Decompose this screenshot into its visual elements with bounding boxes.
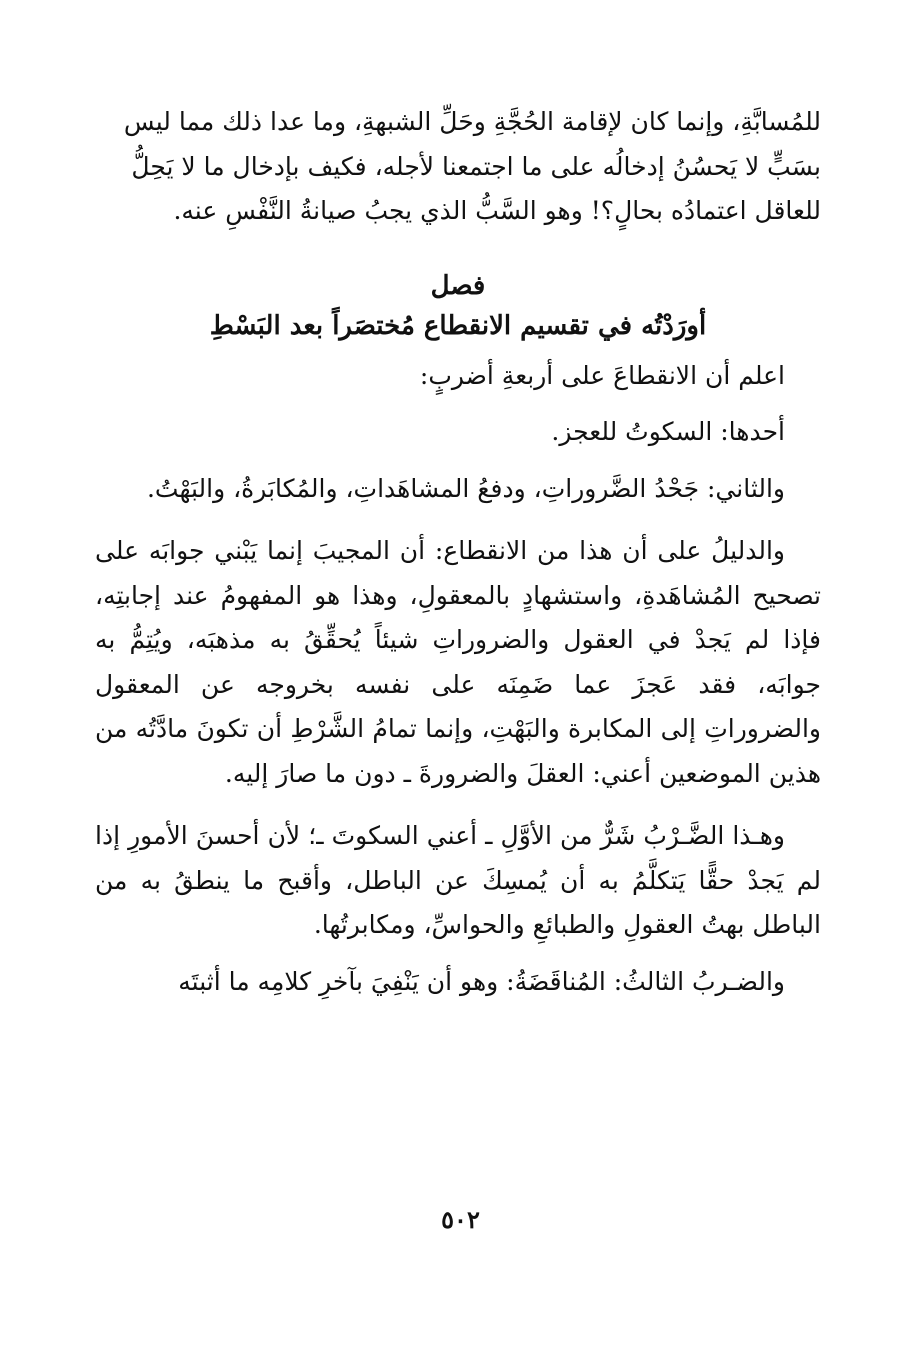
- paragraph-third-type: والضـربُ الثالثُ: المُناقَضَةُ: وهو أن يَنْفِيَ بآخرِ كلامِه ما أثبتَه: [178, 966, 785, 996]
- section-title: أورَدْتُه في تقسيم الانقطاع مُختصَراً بعد البَسْطِ: [209, 310, 707, 341]
- paragraph-four-types: اعلم أن الانقطاعَ على أربعةِ أضربٍ:: [419, 360, 785, 390]
- paragraph-evidence: والدليلُ على أن هذا من الانقطاع: أن المجيبَ إنما يَبْني جوابَه على تصحيح المُشاهَدةِ، واستشهادٍ بالمعقولِ، وهذا هو المفهومُ عند إجابتِه، فإذا لم يَجدْ في العقول والضروراتِ شيئاً يُحقِّقُ به مذهبَه، ويُتِمُّ به جوابَه، فقد عَجزَ عما ضَمِنَه على نفسه بخروجه عن المعقول والضروراتِ إلى المكابرة والبَهْتِ، وإنما تمامُ الشَّرْطِ أن تكونَ مادَّتُه من هذين الموضعين أعني: العقلَ والضرورةَ ـ دون ما صارَ إليه.: [95, 536, 821, 788]
- paragraph-first-type: أحدها: السكوتُ للعجز.: [551, 417, 785, 446]
- page-body: [95, 100, 821, 1004]
- paragraph-worse-than-first: وهـذا الضَّـرْبُ شَرٌّ من الأوَّلِ ـ أعني السكوتَ ـ؛ لأن أحسنَ الأمورِ إذا لم يَجدْ حقًّا يَتكلَّمُ به أن يُمسِكَ عن الباطل، وأقبح ما ينطقُ به من الباطل بهتُ العقولِ والطبائعِ والحواسِّ، ومكابرتُها.: [95, 821, 821, 939]
- section-label: فصل: [430, 270, 486, 301]
- page-number: ٥٠٢: [441, 1205, 480, 1234]
- intro-paragraph: للمُسابَّةِ، وإنما كان لإقامة الحُجَّةِ وحَلِّ الشبهةِ، وما عدا ذلك مما ليس بسَبٍّ لا يَحسُنُ إدخالُه على ما اجتمعنا لأجله، فكيف بإدخال ما لا يَحِلُّ للعاقل اعتمادُه بحالٍ؟! وهو السَّبُّ الذي يجبُ صيانةُ النَّفْسِ عنه.: [123, 107, 821, 225]
- paragraph-second-type: والثاني: جَحْدُ الضَّروراتِ، ودفعُ المشاهَداتِ، والمُكابَرةُ، والبَهْتُ.: [146, 473, 785, 503]
